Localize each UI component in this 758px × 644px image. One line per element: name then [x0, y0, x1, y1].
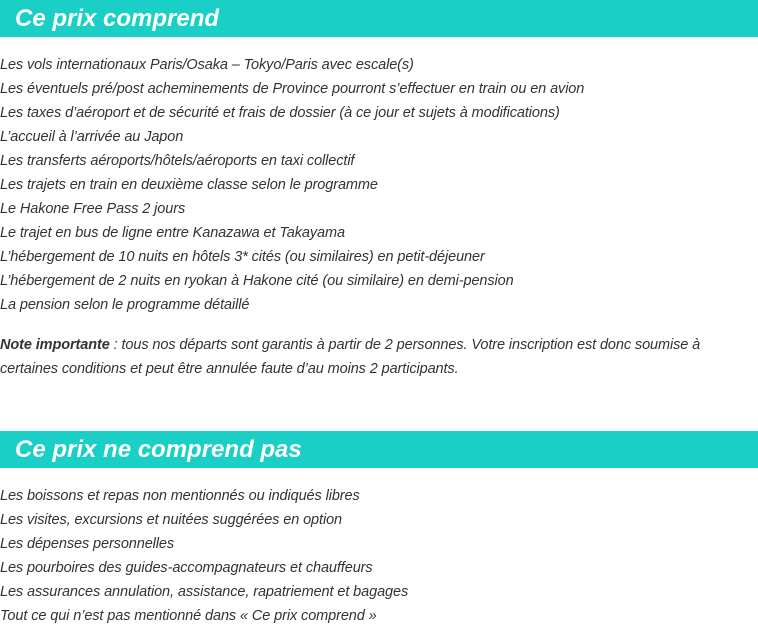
list-item: Les dépenses personnelles [0, 536, 175, 552]
list-item: L’accueil à l’arrivée au Japon [0, 129, 184, 145]
important-note [0, 333, 758, 381]
list-item: Les assurances annulation, assistance, rapatriement et bagages [0, 584, 409, 600]
note-text: : tous nos départs sont garantis à partir de 2 personnes. Votre inscription est donc soumise à certaines conditions et peut être annulée faute d’au moins 2 participants. [0, 337, 701, 377]
excludes-list [0, 484, 408, 628]
list-item: Les éventuels pré/post acheminements de Province pourront s’effectuer en train ou en avion [0, 81, 585, 97]
list-item: Le trajet en bus de ligne entre Kanazawa et Takayama [0, 225, 345, 241]
list-item: Les vols internationaux Paris/Osaka – Tokyo/Paris avec escale(s) [0, 57, 414, 73]
list-item: Les visites, excursions et nuitées suggérées en option [0, 512, 342, 528]
list-item: La pension selon le programme détaillé [0, 297, 250, 313]
list-item: L’hébergement de 2 nuits en ryokan à Hakone cité (ou similaire) en demi-pension [0, 273, 514, 289]
list-item: Les pourboires des guides-accompagnateurs et chauffeurs [0, 560, 373, 576]
list-item: Les trajets en train en deuxième classe selon le programme [0, 177, 378, 193]
list-item: L’hébergement de 10 nuits en hôtels 3* cités (ou similaires) en petit-déjeuner [0, 249, 485, 265]
list-item: Les taxes d’aéroport et de sécurité et frais de dossier (à ce jour et sujets à modifications) [0, 105, 560, 121]
includes-list [0, 53, 584, 317]
note-label: Note importante [0, 337, 110, 353]
section-title-includes: Ce prix comprend [0, 0, 758, 37]
section-title-excludes: Ce prix ne comprend pas [0, 431, 758, 468]
list-item: Les transferts aéroports/hôtels/aéroports en taxi collectif [0, 153, 355, 169]
list-item: Le Hakone Free Pass 2 jours [0, 201, 186, 217]
list-item: Les boissons et repas non mentionnés ou indiqués libres [0, 488, 360, 504]
list-item: Tout ce qui n’est pas mentionné dans « Ce prix comprend » [0, 608, 377, 624]
